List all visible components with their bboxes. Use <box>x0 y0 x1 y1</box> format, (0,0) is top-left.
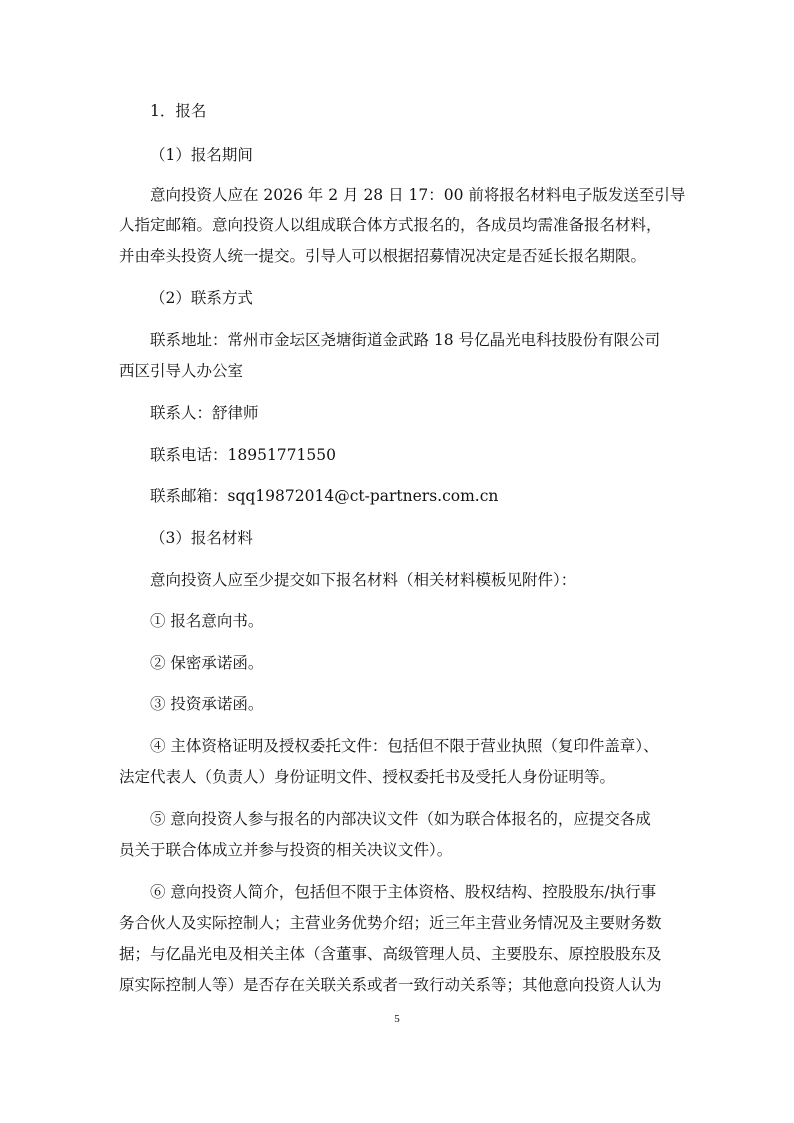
page-number: 5 <box>394 1013 400 1025</box>
section-heading: 1．报名 <box>150 102 207 120</box>
materials-item-3: ③ 投资承诺函。 <box>150 695 264 713</box>
contact-address-line-1: 联系地址：常州市金坛区尧塘街道金武路 18 号亿晶光电科技股份有限公司 <box>150 331 661 349</box>
materials-item-5-line-2: 员关于联合体成立并参与投资的相关决议文件）。 <box>119 841 453 859</box>
materials-intro: 意向投资人应至少提交如下报名材料（相关材料模板见附件）： <box>150 571 577 589</box>
materials-item-6-line-3: 据；与亿晶光电及相关主体（含董事、高级管理人员、主要股东、原控股股东及 <box>119 945 662 963</box>
materials-item-4-line-2: 法定代表人（负责人）身份证明文件、授权委托书及受托人身份证明等。 <box>119 768 616 786</box>
period-line-3: 并由牵头投资人统一提交。引导人可以根据招募情况决定是否延长报名期限。 <box>119 247 647 265</box>
materials-item-2: ② 保密承诺函。 <box>150 654 264 672</box>
materials-heading: （3）报名材料 <box>150 529 253 547</box>
contact-person: 联系人：舒律师 <box>150 404 259 422</box>
materials-item-6-line-4: 原实际控制人等）是否存在关联关系或者一致行动关系等；其他意向投资人认为 <box>119 976 662 994</box>
contact-heading: （2）联系方式 <box>150 289 253 307</box>
period-heading: （1）报名期间 <box>150 146 253 164</box>
contact-email: 联系邮箱：sqq19872014@ct-partners.com.cn <box>150 487 499 505</box>
materials-item-6-line-1: ⑥ 意向投资人简介，包括但不限于主体资格、股权结构、控股股东/执行事 <box>150 883 657 901</box>
materials-item-1: ① 报名意向书。 <box>150 612 264 630</box>
contact-address-line-2: 西区引导人办公室 <box>119 362 244 380</box>
materials-item-5-line-1: ⑤ 意向投资人参与报名的内部决议文件（如为联合体报名的，应提交各成 <box>150 810 651 828</box>
contact-phone: 联系电话：18951771550 <box>150 446 336 464</box>
materials-item-6-line-2: 务合伙人及实际控制人；主营业务优势介绍；近三年主营业务情况及主要财务数 <box>119 914 662 932</box>
period-line-1: 意向投资人应在 2026 年 2 月 28 日 17：00 前将报名材料电子版发送至引导 <box>150 186 686 204</box>
materials-item-4-line-1: ④ 主体资格证明及授权委托文件：包括但不限于营业执照（复印件盖章）、 <box>150 737 659 755</box>
period-line-2: 人指定邮箱。意向投资人以组成联合体方式报名的，各成员均需准备报名材料， <box>119 216 662 234</box>
